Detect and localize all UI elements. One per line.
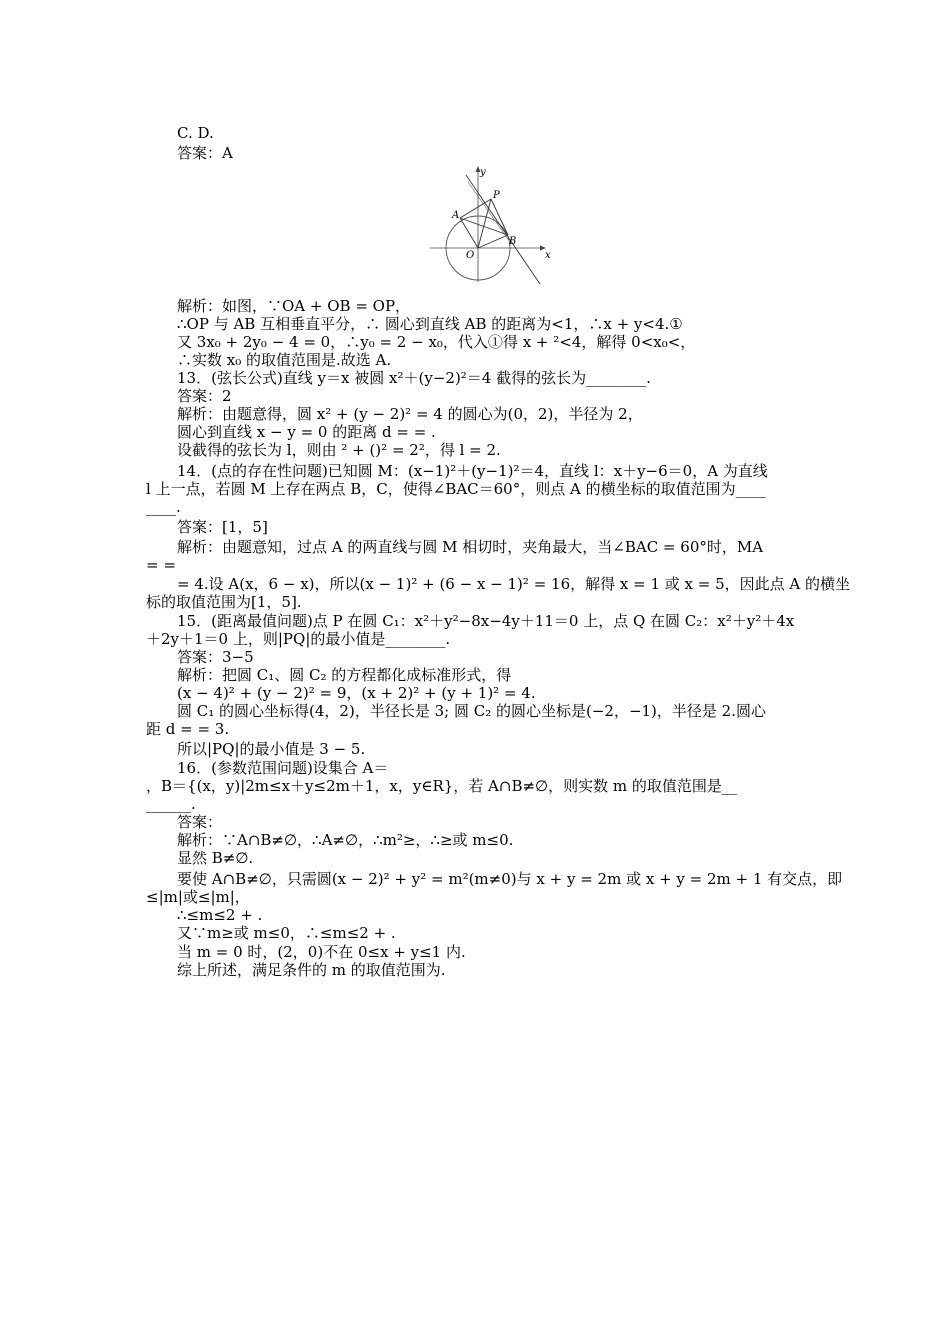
analysis-16-8: 综上所述，满足条件的 m 的取值范围为. — [177, 961, 446, 979]
segment-oa — [460, 218, 478, 248]
analysis-14-4: 标的取值范围为[1，5]. — [146, 593, 302, 611]
question-15-1: 15．(距离最值问题)点 P 在圆 C₁：x²＋y²−8x−4y＋11＝0 上，点 Q 在圆 C₂：x²＋y²＋4x — [177, 612, 795, 630]
answer-12: 答案：A — [177, 144, 233, 162]
label-a: A — [452, 210, 460, 221]
question-16-1: 16．(参数范围问题)设集合 A＝ — [177, 759, 389, 777]
analysis-16-3: 要使 A∩B≠∅，只需圆(x − 2)² + y² = m²(m≠0)与 x + y = 2m 或 x + y = 2m + 1 有交点，即 — [177, 870, 843, 888]
analysis-14-3: = 4.设 A(x，6 − x)，所以(x − 1)² + (6 − x − 1)² = 16，解得 x = 1 或 x = 5，因此点 A 的横坐 — [177, 575, 851, 593]
label-b: B — [509, 236, 517, 247]
analysis-14-1: 解析：由题意知，过点 A 的两直线与圆 M 相切时，夹角最大，当∠BAC = 60°时，MA — [177, 538, 764, 556]
analysis-16-5: ∴≤m≤2 + . — [177, 906, 263, 924]
analysis-16-1: 解析：∵A∩B≠∅，∴A≠∅，∴m²≥，∴≥或 m≤0. — [177, 831, 514, 849]
answer-15: 答案：3−5 — [177, 648, 254, 666]
label-p: P — [493, 190, 500, 201]
label-x: x — [545, 250, 551, 261]
analysis-16-6: 又∵m≥或 m≤0，∴≤m≤2 + . — [177, 924, 396, 942]
options-cd: C. D. — [177, 124, 214, 142]
question-14-3: ____. — [146, 498, 181, 516]
question-13: 13．(弦长公式)直线 y＝x 被圆 x²＋(y−2)²＝4 截得的弦长为________. — [177, 369, 651, 387]
analysis-13-2: 圆心到直线 x − y = 0 的距离 d = = . — [177, 423, 436, 441]
question-14-2: l 上一点，若圆 M 上存在两点 B，C，使得∠BAC＝60°，则点 A 的横坐标的取值范围为____ — [146, 480, 766, 498]
analysis-15-5: 所以|PQ|的最小值是 3 − 5. — [177, 740, 366, 758]
analysis-15-4: 距 d = = 3. — [146, 720, 230, 738]
analysis-12-2: ∴OP 与 AB 互相垂直平分，∴ 圆心到直线 AB 的距离为<1，∴x + y<4.① — [177, 315, 683, 333]
analysis-14-2: = = — [146, 556, 176, 574]
analysis-16-2: 显然 B≠∅. — [177, 849, 254, 867]
question-16-2: ，B＝{(x，y)|2m≤x＋y≤2m＋1，x，y∈R}，若 A∩B≠∅，则实数 m 的取值范围是__ — [146, 777, 737, 795]
analysis-15-3: 圆 C₁ 的圆心坐标得(4，2)，半径长是 3; 圆 C₂ 的圆心坐标是(−2，−1)，半径是 2.圆心 — [177, 702, 766, 720]
analysis-13-1: 解析：由题意得，圆 x² + (y − 2)² = 4 的圆心为(0，2)，半径为 2， — [177, 405, 643, 423]
label-y: y — [480, 167, 486, 178]
answer-13: 答案：2 — [177, 387, 232, 405]
answer-14: 答案：[1，5] — [177, 518, 268, 536]
question-14-1: 14．(点的存在性问题)已知圆 M：(x−1)²＋(y−1)²＝4，直线 l：x＋y−6＝0，A 为直线 — [177, 462, 768, 480]
analysis-16-7: 当 m = 0 时，(2，0)不在 0≤x + y≤1 内. — [177, 943, 466, 961]
analysis-16-4: ≤|m|或≤|m|， — [146, 888, 250, 906]
analysis-12-3: 又 3x₀ + 2y₀ − 4 = 0，∴y₀ = 2 − x₀，代入①得 x + ²<4，解得 0<x₀<， — [177, 333, 696, 351]
analysis-12-1: 解析：如图，∵OA + OB = OP， — [177, 297, 411, 315]
question-16-3: ______. — [146, 795, 196, 813]
label-o: O — [466, 250, 475, 261]
analysis-15-2: (x − 4)² + (y − 2)² = 9，(x + 2)² + (y + 1)² = 4. — [177, 684, 536, 702]
segment-ob — [478, 235, 508, 248]
circle-tangent-figure — [428, 162, 558, 287]
analysis-12-4: ∴实数 x₀ 的取值范围是.故选 A. — [177, 351, 392, 369]
analysis-15-1: 解析：把圆 C₁、圆 C₂ 的方程都化成标准形式，得 — [177, 666, 512, 684]
analysis-13-3: 设截得的弦长为 l，则由 ² + ()² = 2²，得 l = 2. — [177, 441, 501, 459]
segment-op — [478, 199, 491, 248]
answer-16: 答案： — [177, 813, 223, 831]
question-15-2: ＋2y＋1＝0 上，则|PQ|的最小值是________. — [146, 630, 451, 648]
